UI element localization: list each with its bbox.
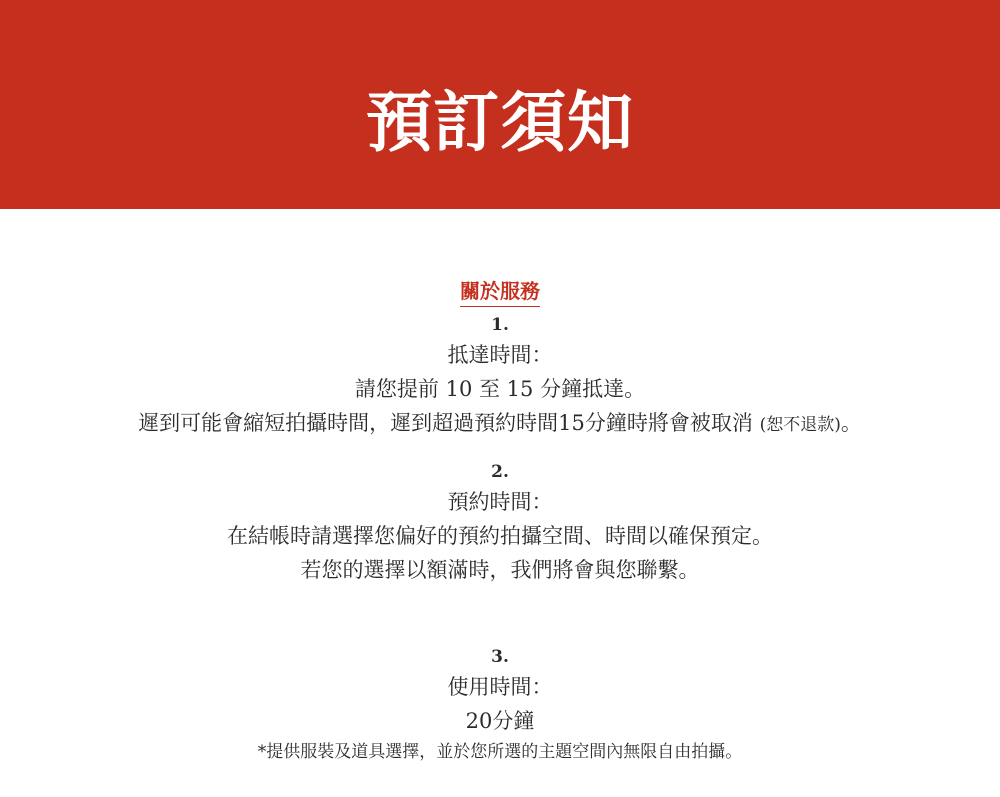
item-heading: 預約時間： bbox=[447, 490, 553, 514]
item-heading: 抵達時間： bbox=[447, 343, 553, 367]
item-number: 2. bbox=[491, 462, 509, 482]
notice-item-3 bbox=[0, 644, 1000, 766]
no-refund-note: (恕不退款) bbox=[759, 415, 841, 435]
item-line: 20分鐘 bbox=[465, 709, 535, 733]
notice-item-2 bbox=[0, 459, 1000, 587]
item-line bbox=[0, 406, 1000, 442]
item-line-text: 遲到可能會縮短拍攝時間，遲到超過預約時間15分鐘時將會被取消 bbox=[138, 411, 753, 435]
item-note: *提供服裝及道具選擇，並於您所選的主題空間內無限自由拍攝。 bbox=[257, 742, 743, 762]
item-line: 若您的選擇以額滿時，我們將會與您聯繫。 bbox=[300, 558, 700, 582]
item-number: 1. bbox=[491, 315, 509, 335]
item-line: 請您提前 10 至 15 分鐘抵達。 bbox=[354, 377, 646, 401]
item-number: 3. bbox=[491, 647, 509, 667]
notice-item-1 bbox=[0, 312, 1000, 442]
item-line: 在結帳時請選擇您偏好的預約拍攝空間、時間以確保預定。 bbox=[227, 524, 773, 548]
item-heading: 使用時間： bbox=[447, 675, 553, 699]
page-title: 預訂須知 bbox=[366, 83, 634, 161]
section-title bbox=[0, 275, 1000, 307]
section-title-text: 關於服務 bbox=[460, 275, 540, 307]
header-banner bbox=[0, 0, 1000, 209]
item-line-end: 。 bbox=[840, 411, 862, 435]
